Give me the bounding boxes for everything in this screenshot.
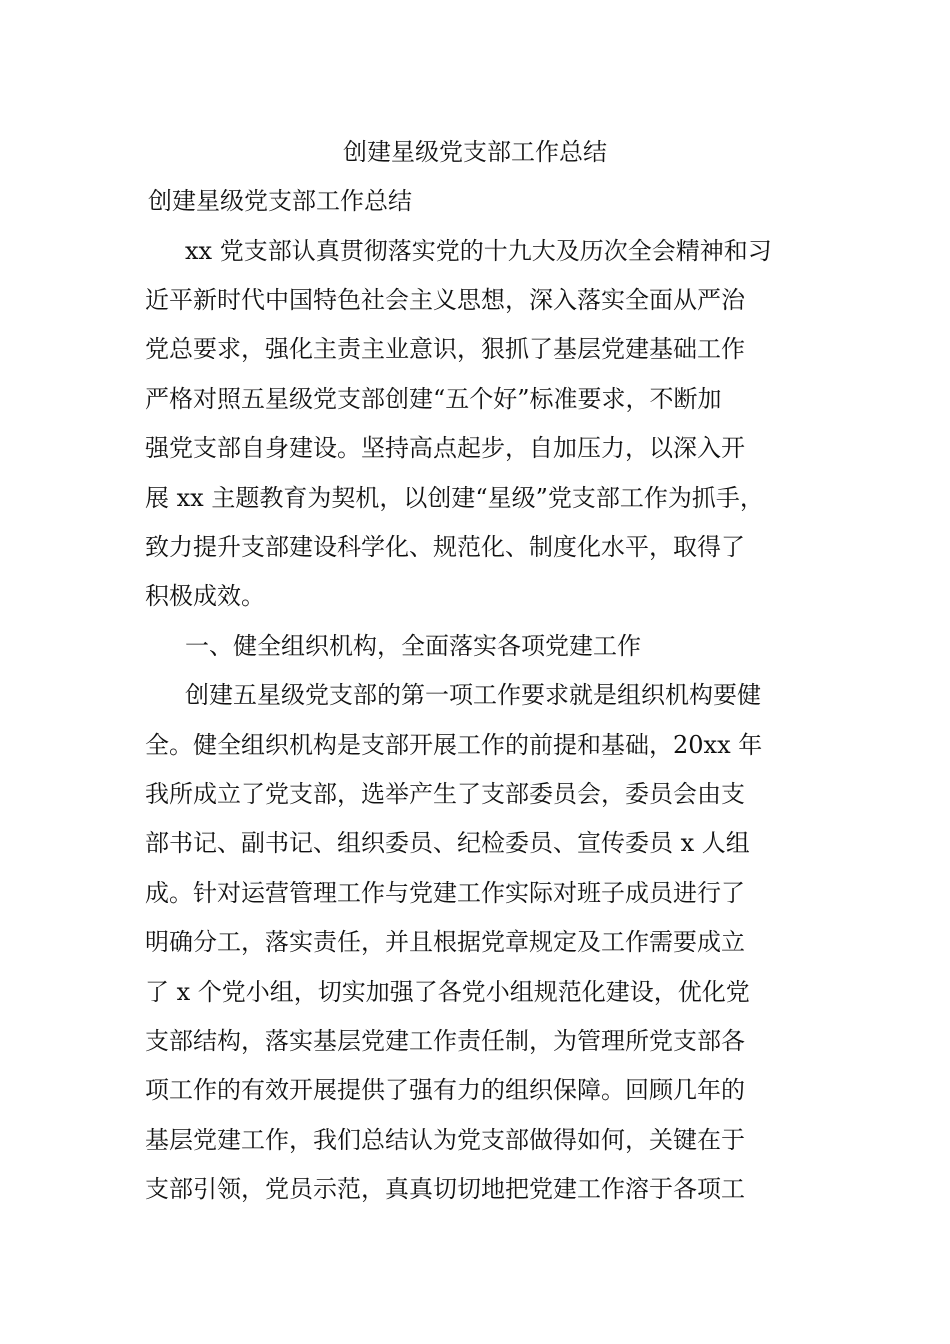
paragraph-line: 部书记、副书记、组织委员、纪检委员、宣传委员 x 人组	[145, 829, 750, 857]
section-heading: 一、健全组织机构，全面落实各项党建工作	[185, 632, 641, 660]
paragraph-line: 我所成立了党支部，选举产生了支部委员会，委员会由支	[145, 780, 745, 808]
paragraph-line: 致力提升支部建设科学化、规范化、制度化水平，取得了	[145, 533, 745, 561]
paragraph-line: 强党支部自身建设。坚持高点起步，自加压力，以深入开	[145, 434, 745, 462]
paragraph-line: 展 xx 主题教育为契机，以创建“星级”党支部工作为抓手，	[145, 484, 764, 512]
paragraph-line: 积极成效。	[145, 582, 265, 610]
paragraph-line: 支部结构，落实基层党建工作责任制，为管理所党支部各	[145, 1027, 745, 1055]
paragraph-line: 创建五星级党支部的第一项工作要求就是组织机构要健	[185, 681, 761, 709]
paragraph-line: 近平新时代中国特色社会主义思想，深入落实全面从严治	[145, 286, 745, 314]
document-title: 创建星级党支部工作总结	[343, 138, 607, 166]
paragraph-line: 基层党建工作，我们总结认为党支部做得如何，关键在于	[145, 1126, 745, 1154]
paragraph-line: 党总要求，强化主责主业意识，狠抓了基层党建基础工作	[145, 335, 745, 363]
paragraph-line: xx 党支部认真贯彻落实党的十九大及历次全会精神和习	[185, 237, 772, 265]
paragraph-line: 成。针对运营管理工作与党建工作实际对班子成员进行了	[145, 879, 745, 907]
paragraph-line: 全。健全组织机构是支部开展工作的前提和基础，20xx 年	[145, 731, 763, 759]
paragraph-line: 严格对照五星级党支部创建“五个好”标准要求，不断加	[145, 385, 722, 413]
paragraph-line: 明确分工，落实责任，并且根据党章规定及工作需要成立	[145, 928, 745, 956]
paragraph-line: 了 x 个党小组，切实加强了各党小组规范化建设，优化党	[145, 978, 750, 1006]
document-subtitle: 创建星级党支部工作总结	[148, 187, 412, 215]
paragraph-line: 项工作的有效开展提供了强有力的组织保障。回顾几年的	[145, 1076, 745, 1104]
paragraph-line: 支部引领，党员示范，真真切切地把党建工作溶于各项工	[145, 1175, 745, 1203]
